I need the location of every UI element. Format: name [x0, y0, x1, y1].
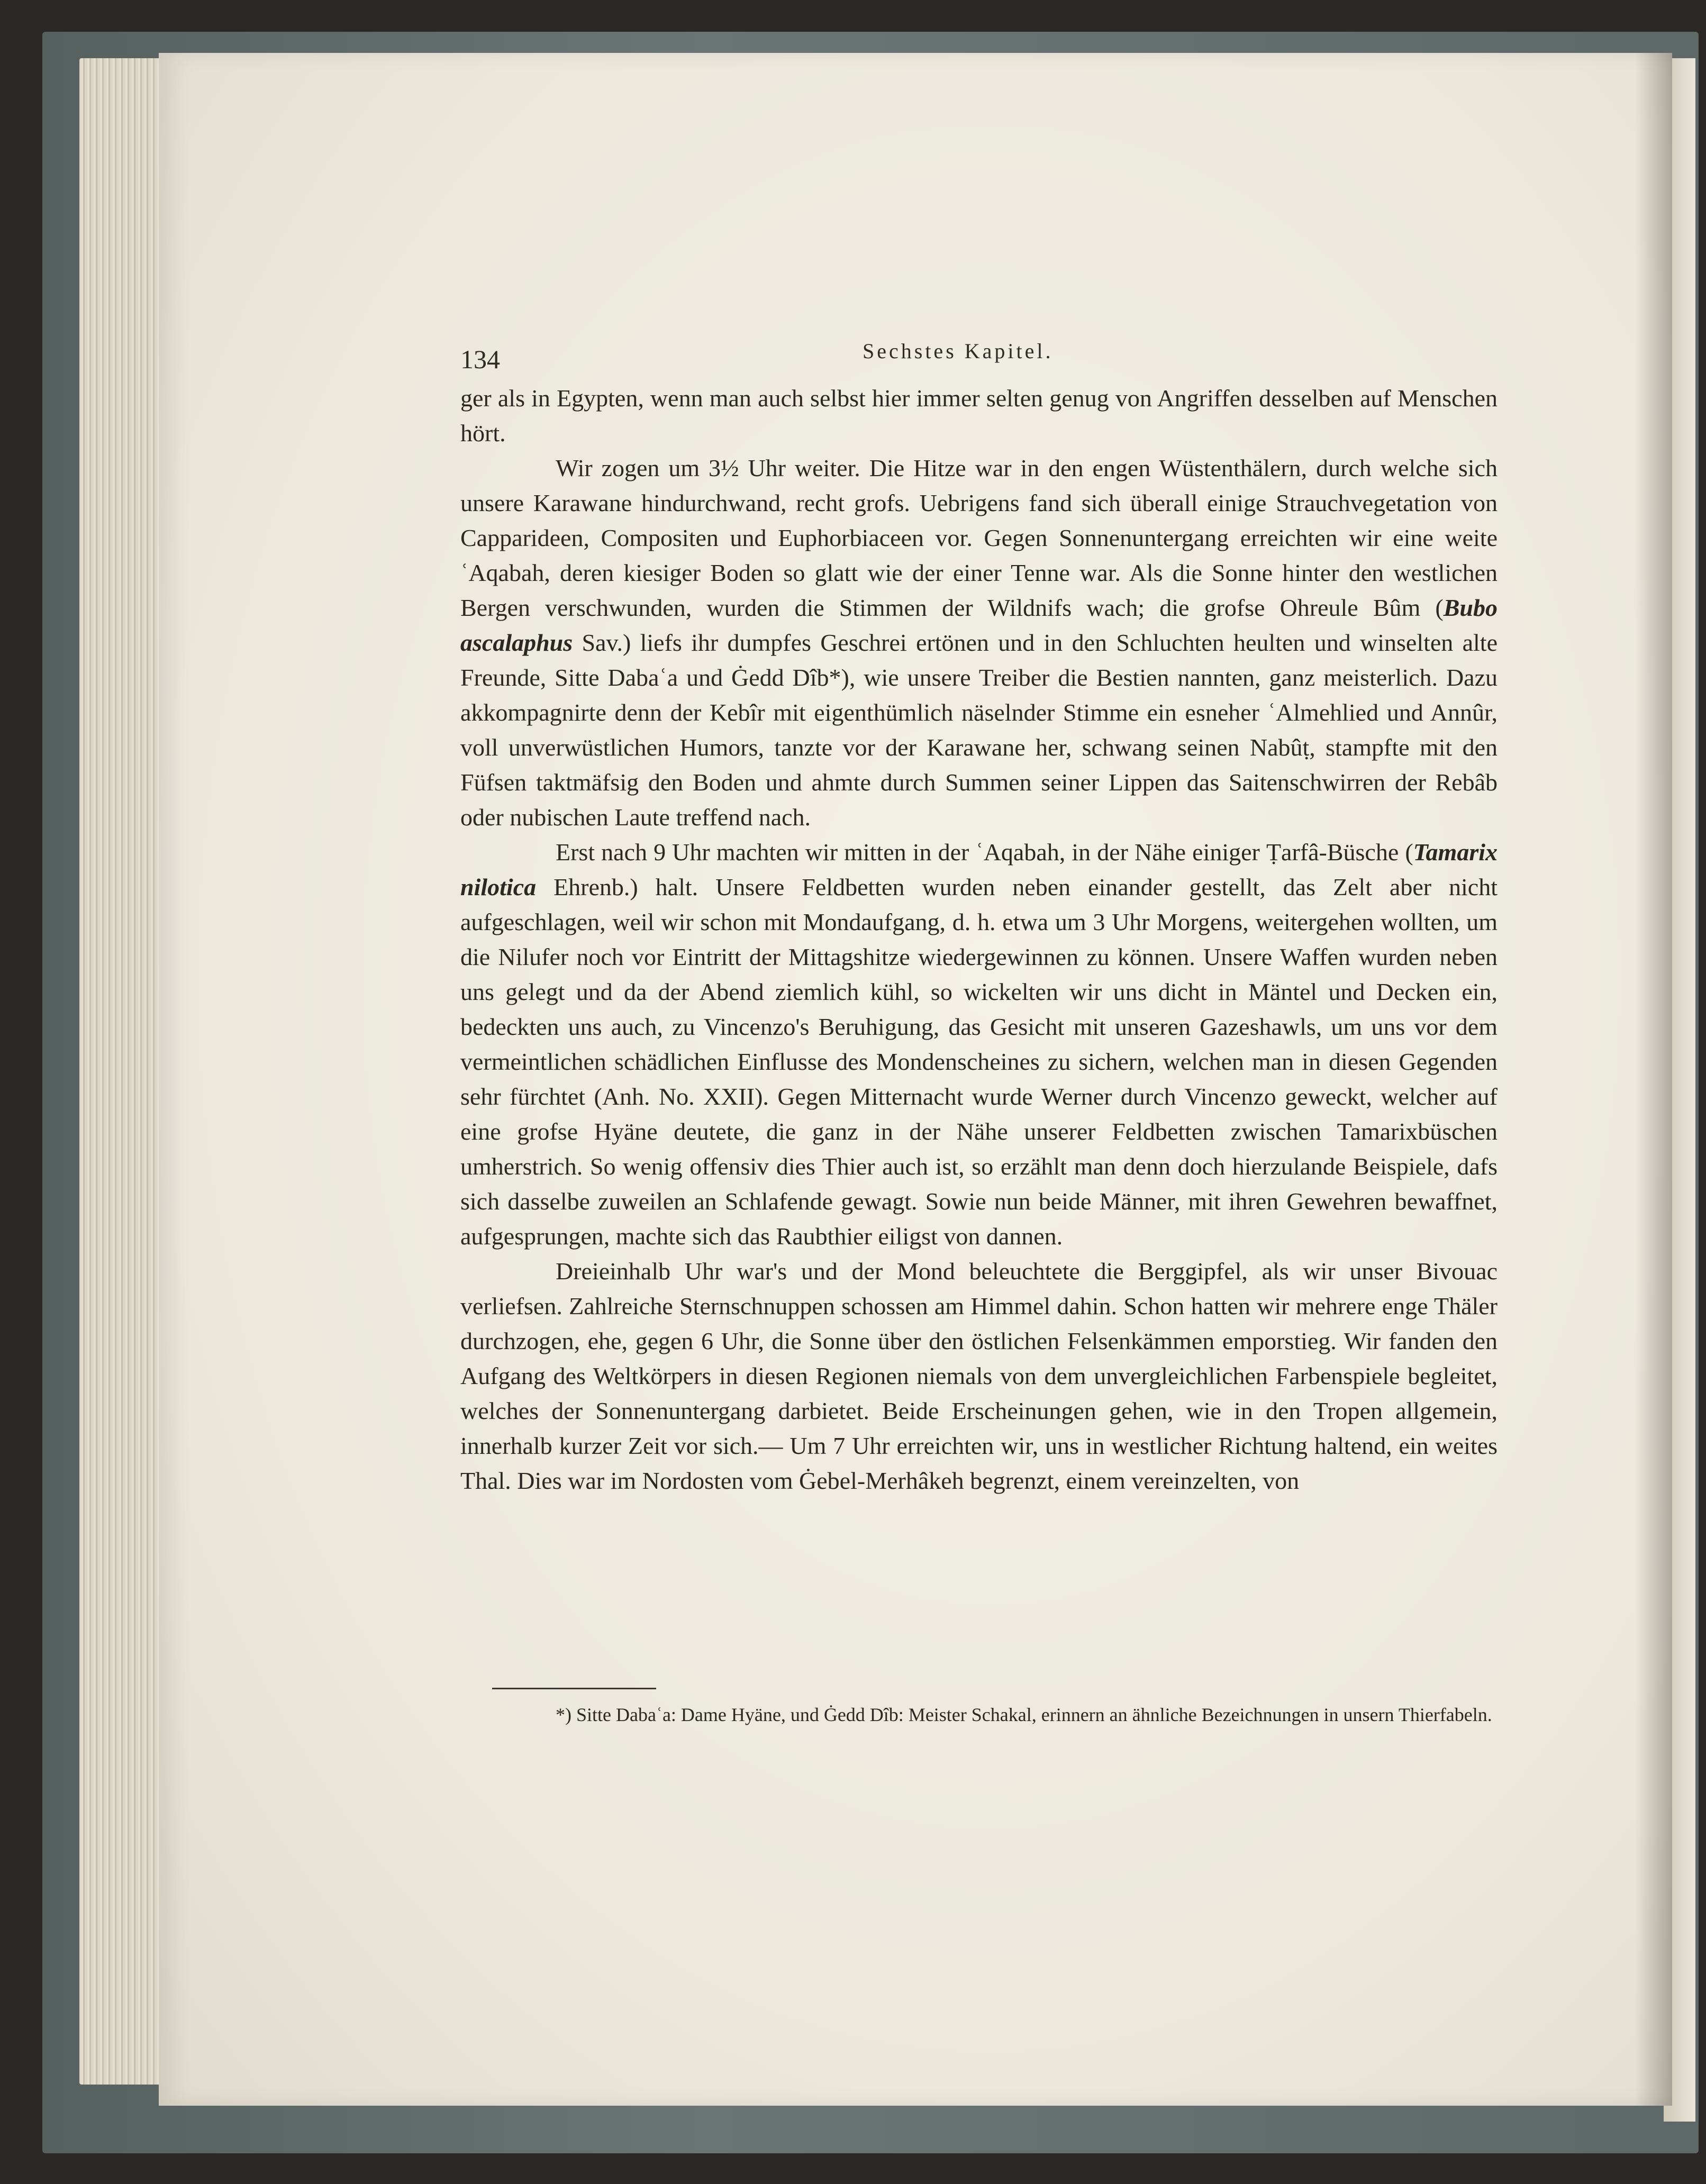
species-name: Bubo ascalaphus: [460, 594, 1498, 656]
running-head: Sechstes Kapitel.: [863, 339, 1054, 363]
footnote-rule: [492, 1688, 656, 1689]
species-name: Tamarix nilotica: [460, 839, 1498, 900]
paragraph-text: Dreieinhalb Uhr war's und der Mond beleuchtete die Berggipfel, als wir unser Bivouac verliefsen. Zahlreiche Sternschnuppen schossen am Himmel dahin. Schon hatten wir mehrere enge Thäler durchzogen, ehe, gegen 6 Uhr, die Sonne über den östlichen Felsenkämmen emporstieg. Wir fanden den Aufgang des Weltkörpers in diesen Regionen niemals von dem unvergleichlichen Farbenspiele begleitet, welches der Sonnenuntergang darbietet. Beide Erscheinungen gehen, wie in den Tropen allgemein, innerhalb kurzer Zeit vor sich.— Um 7 Uhr erreichten wir, uns in westlicher Richtung haltend, ein weites Thal. Dies war im Nordosten vom Ġebel-Merhâkeh begrenzt, einem vereinzelten, von: [460, 1258, 1498, 1494]
paragraph: [460, 451, 1498, 835]
footnote: *) Sitte Dabaʿa: Dame Hyäne, und Ġedd Dîb: Meister Schakal, erinnern an ähnliche Bezeichnungen in unsern Thierfabeln.: [556, 1704, 1492, 1725]
page-number: 134: [460, 344, 500, 374]
paragraph-text: Ehrenb.) halt. Unsere Feldbetten wurden neben einander gestellt, das Zelt aber nicht aufgeschlagen, weil wir schon mit Mondaufgang, d. h. etwa um 3 Uhr Morgens, weitergehen wollten, um die Nilufer noch vor Eintritt der Mittagshitze wiedergewinnen zu können. Unsere Waffen wurden neben uns gelegt und da der Abend ziemlich kühl, so wickelten wir uns dicht in Mäntel und Decken ein, bedeckten uns auch, zu Vincenzo's Beruhigung, das Gesicht mit unseren Gazeshawls, um uns vor dem vermeintlichen schädlichen Einflusse des Mondenscheines zu sichern, welchen man in diesen Gegenden sehr fürchtet (Anh. No. XXII). Gegen Mitternacht wurde Werner durch Vincenzo geweckt, welcher auf eine grofse Hyäne deutete, die ganz in der Nähe unserer Feldbetten zwischen Tamarixbüschen umherstrich. So wenig offensiv dies Thier auch ist, so erzählt man denn doch hierzulande Beispiele, dafs sich dasselbe zuweilen an Schlafende gewagt. Sowie nun beide Männer, mit ihren Gewehren bewaffnet, aufgesprungen, machte sich das Raubthier eiligst von dannen.: [460, 873, 1498, 1250]
gutter-shadow: [1635, 53, 1672, 2106]
paragraph-text: Erst nach 9 Uhr machten wir mitten in der ʿAqabah, in der Nähe einiger Ṭarfâ-Büsche (: [556, 839, 1413, 866]
paragraph: [460, 1254, 1498, 1498]
body-text: [460, 381, 1498, 1498]
page-header: [460, 339, 1498, 381]
paragraph-text: Wir zogen um 3½ Uhr weiter. Die Hitze war in den engen Wüstenthälern, durch welche sich unsere Karawane hindurchwand, recht grofs. Uebrigens fand sich überall einige Strauchvegetation von Capparideen, Compositen und Euphorbiaceen vor. Gegen Sonnenuntergang erreichten wir eine weite ʿAqabah, deren kiesiger Boden so glatt wie der einer Tenne war. Als die Sonne hinter den westlichen Bergen verschwunden, wurden die Stimmen der Wildnifs wach; die grofse Ohreule Bûm (: [460, 454, 1498, 621]
paragraph: [460, 835, 1498, 1254]
paragraph: [460, 381, 1498, 451]
paragraph-text: Sav.) liefs ihr dumpfes Geschrei ertönen und in den Schluchten heulten und winselten alte Freunde, Sitte Dabaʿa und Ġedd Dîb*), wie unsere Treiber die Bestien nannten, ganz meisterlich. Dazu akkompagnirte denn der Kebîr mit eigenthümlich näselnder Stimme ein esneher ʿAlmehlied und Annûr, voll unverwüstlichen Humors, tanzte vor der Karawane her, schwang seinen Nabûṭ, stampfte mit den Füfsen taktmäfsig den Boden und ahmte durch Summen seiner Lippen das Saitenschwirren der Rebâb oder nubischen Laute treffend nach.: [460, 629, 1498, 831]
paragraph-text: ger als in Egypten, wenn man auch selbst hier immer selten genug von Angriffen desselben auf Menschen hört.: [460, 385, 1498, 447]
